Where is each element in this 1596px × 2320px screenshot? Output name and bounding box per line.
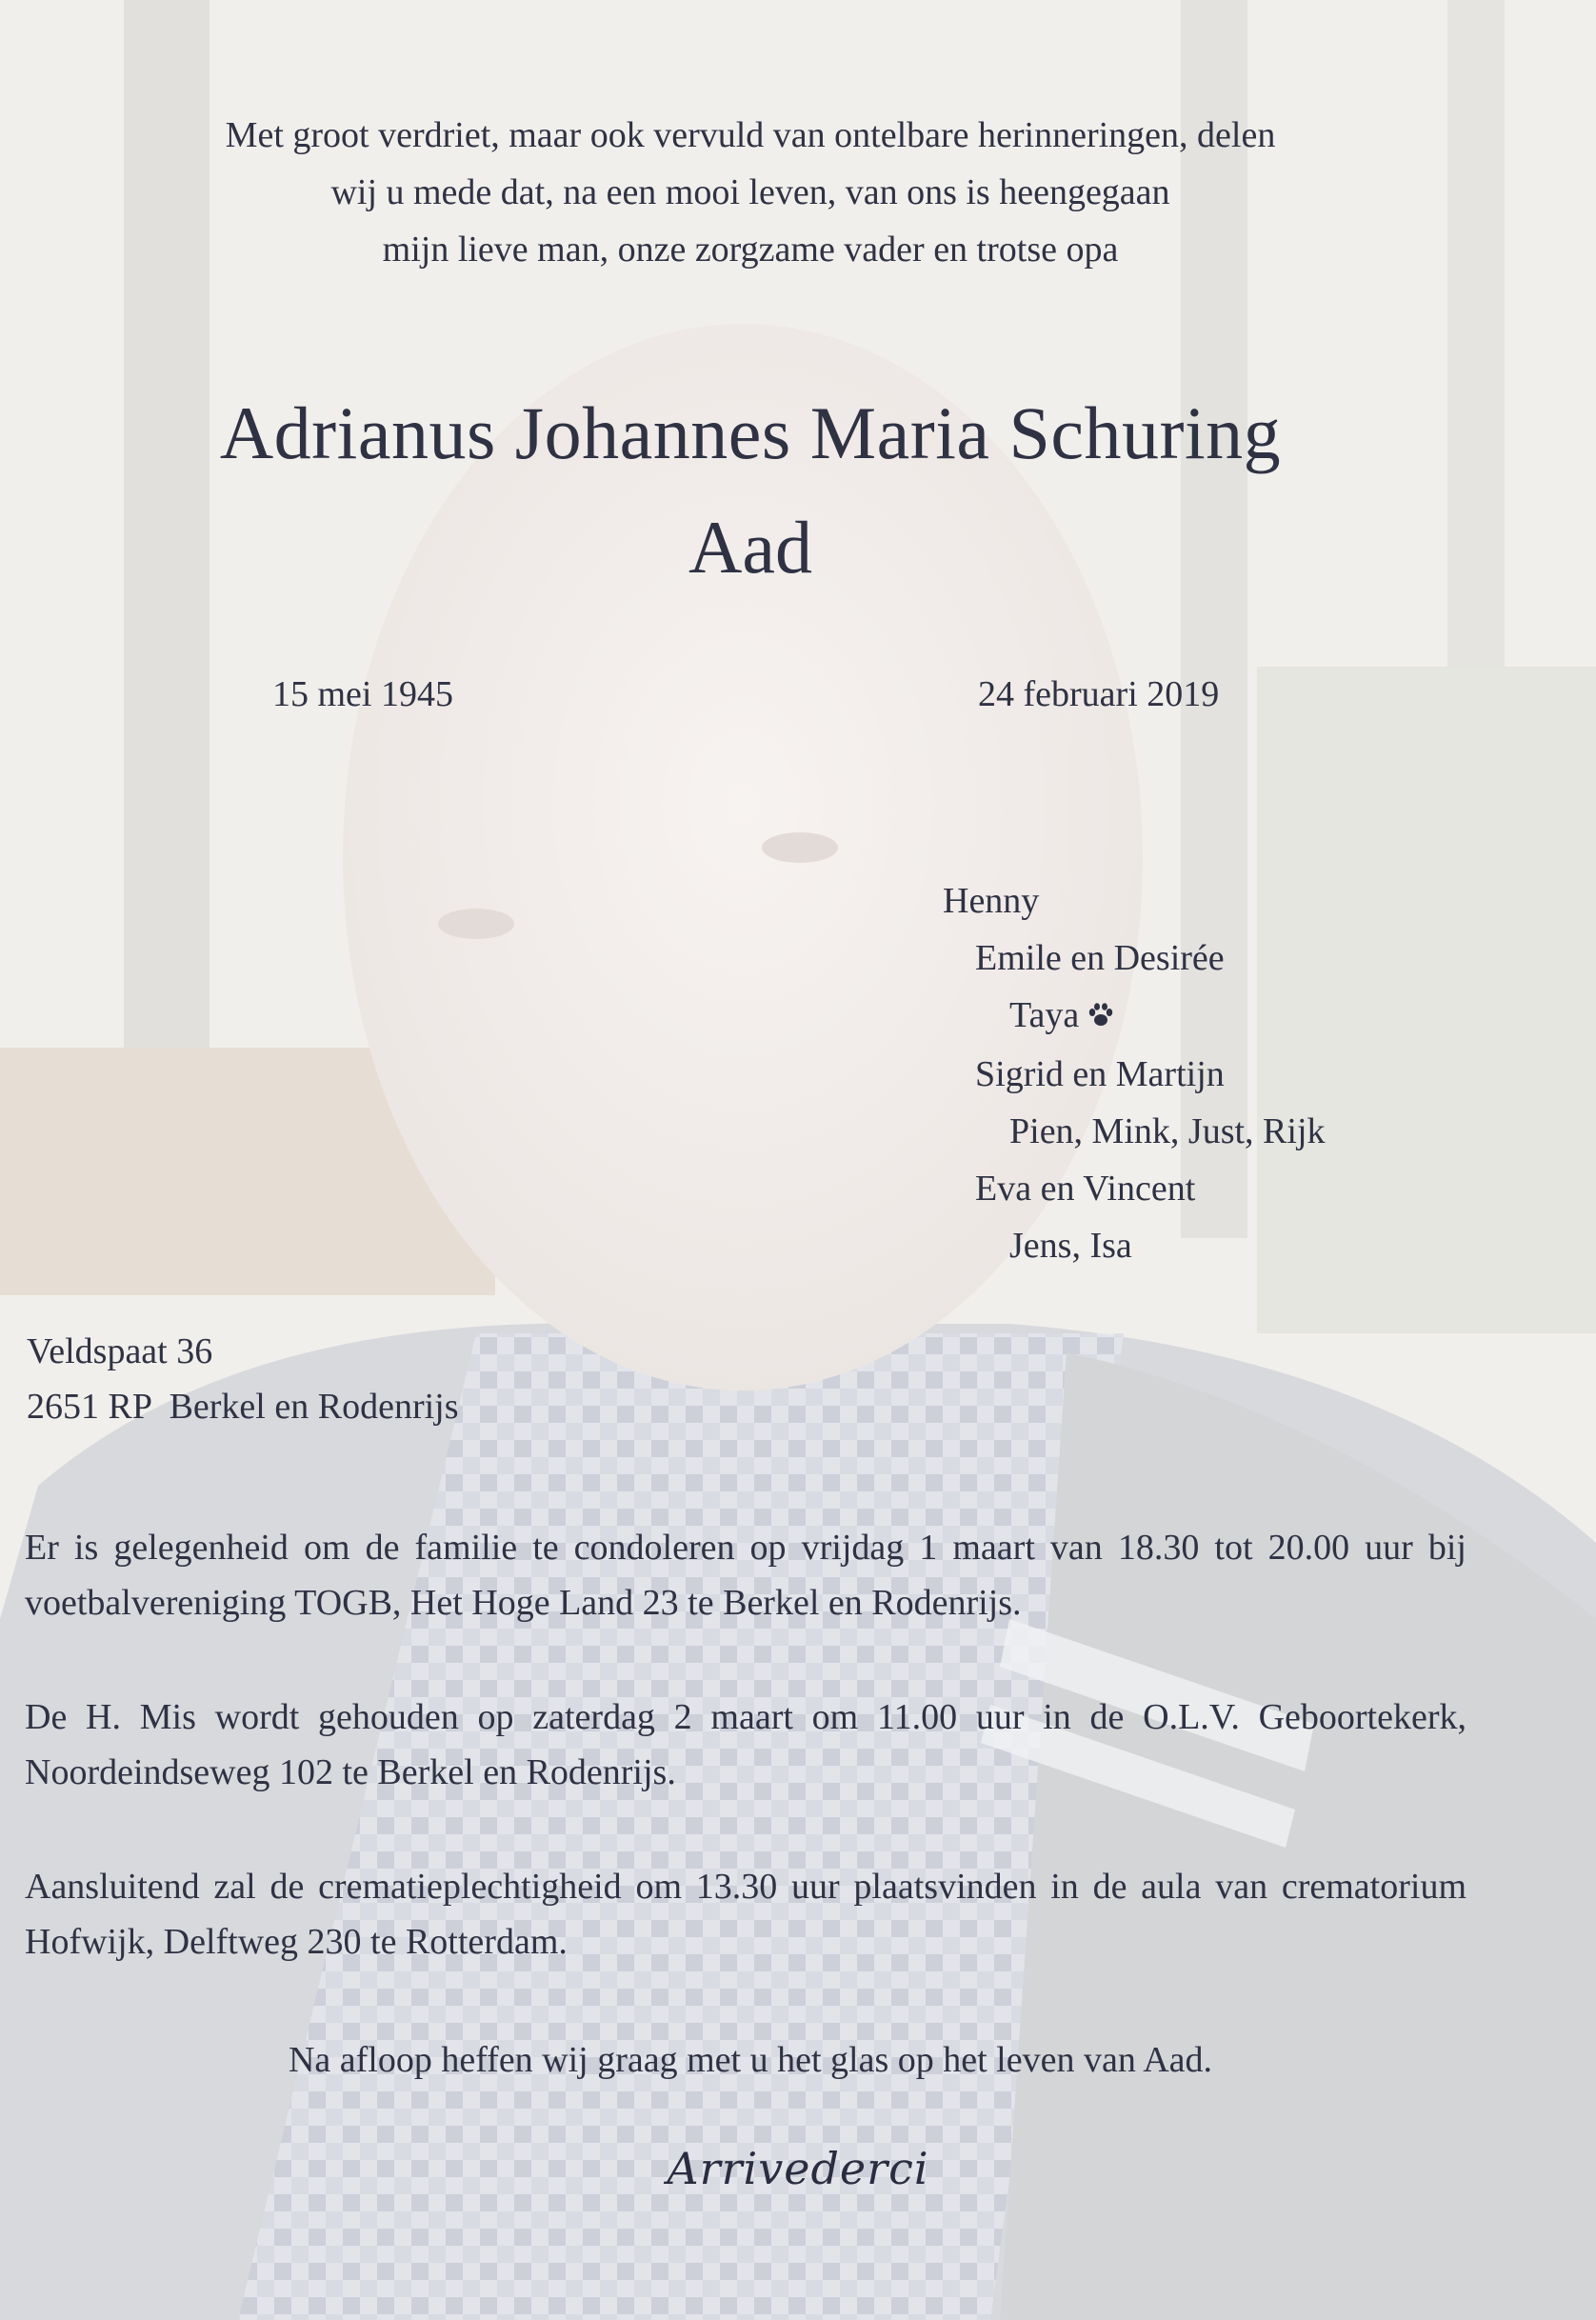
family-member: Eva en Vincent (975, 1169, 1196, 1209)
closing-line: Na afloop heffen wij graag met u het glas op het leven van Aad. (288, 2040, 1213, 2080)
paw-icon (1087, 989, 1115, 1046)
intro-line: mijn lieve man, onze zorgzame vader en trotse opa (382, 230, 1119, 270)
intro-line: Met groot verdriet, maar ook vervuld van ontelbare herinneringen, delen (225, 115, 1276, 155)
intro-text (95, 107, 1406, 278)
family-member-name: Taya (1009, 995, 1080, 1035)
death-date: 24 februari 2019 (978, 674, 1220, 714)
deceased-full-name: Adrianus Johannes Maria Schuring (219, 391, 1282, 474)
address-street: Veldspaat 36 (27, 1331, 213, 1371)
signature: Arrivederci (667, 2143, 929, 2194)
correspondence-address (27, 1324, 459, 1434)
family-member: Emile en Desirée (975, 938, 1225, 978)
mass-paragraph: De H. Mis wordt gehouden op zaterdag 2 maart om 11.00 uur in de O.L.V. Geboortekerk, Noordeindseweg 102 te Berkel en Rodenrijs. (25, 1697, 1466, 1792)
family-member: Henny (943, 881, 1040, 921)
family-list (943, 872, 1326, 1274)
family-member: Jens, Isa (1009, 1226, 1132, 1266)
condolence-paragraph: Er is gelegenheid om de familie te condoleren op vrijdag 1 maart van 18.30 tot 20.00 uur bij voetbalvereniging TOGB, Het Hoge Land 23 te Berkel en Rodenrijs. (25, 1528, 1466, 1623)
family-member: Pien, Mink, Just, Rijk (1009, 1111, 1326, 1151)
birth-date: 15 mei 1945 (272, 674, 453, 714)
cremation-paragraph: Aansluitend zal de crematieplechtigheid om 13.30 uur plaatsvinden in de aula van crematorium Hofwijk, Delftweg 230 te Rotterdam. (25, 1867, 1466, 1962)
family-member: Sigrid en Martijn (975, 1054, 1225, 1094)
address-city: 2651 RP Berkel en Rodenrijs (27, 1387, 459, 1427)
family-member (943, 987, 1326, 1046)
intro-line: wij u mede dat, na een mooi leven, van ons is heengegaan (330, 172, 1170, 212)
deceased-nickname: Aad (688, 506, 812, 589)
